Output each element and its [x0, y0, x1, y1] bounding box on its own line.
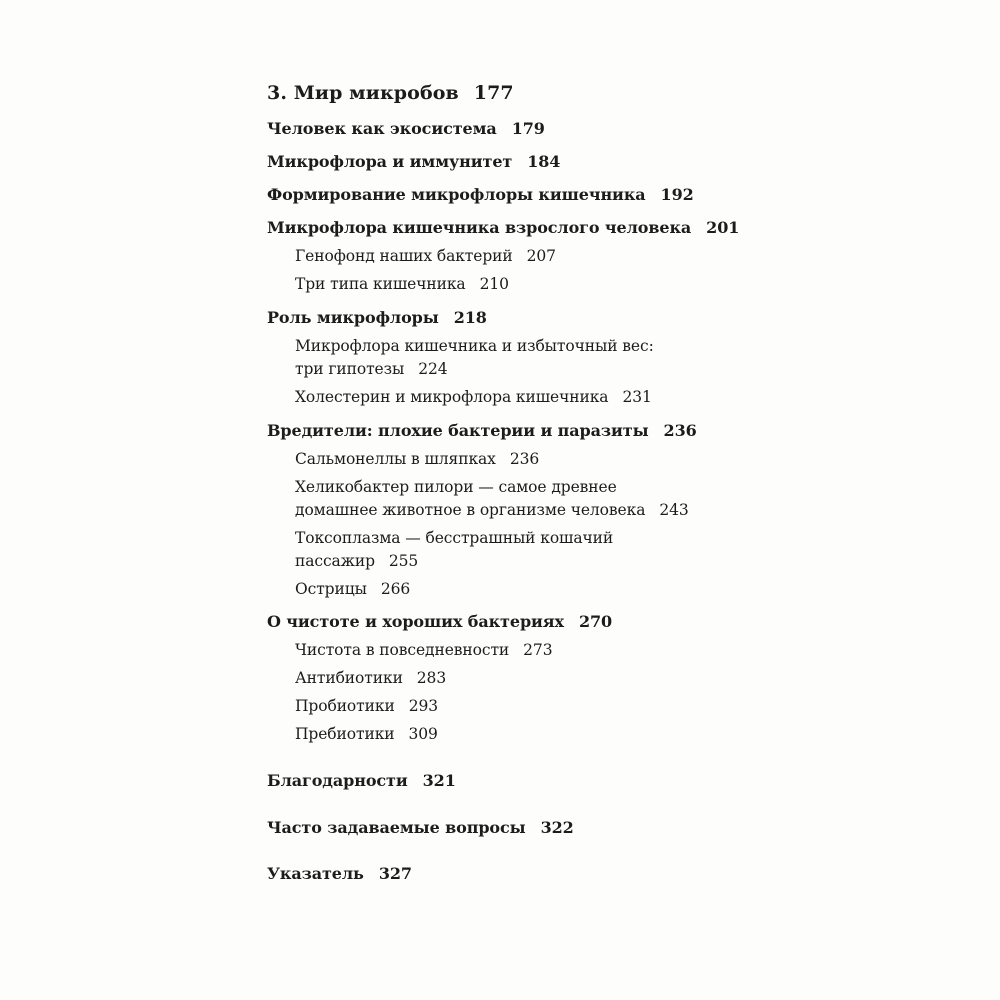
- toc-page-number: 327: [378, 864, 412, 883]
- toc-page-number: 184: [527, 152, 561, 171]
- toc-entry-title: Холестерин и микрофлора кишечника: [295, 388, 609, 406]
- toc-entry-title-continued: домашнее животное в организме человека: [295, 501, 646, 519]
- toc-subentry-line-2: [295, 362, 448, 378]
- toc-page-number: 231: [622, 388, 652, 406]
- toc-entry: [267, 423, 697, 439]
- toc-entry: [267, 614, 612, 630]
- toc-page-number: 255: [388, 552, 419, 570]
- toc-subentry: [295, 390, 652, 406]
- toc-page-number: 273: [523, 641, 553, 659]
- toc-entry: [267, 187, 694, 203]
- toc-subentry: [295, 671, 446, 687]
- toc-entry-title: Человек как экосистема: [267, 119, 497, 138]
- chapter-heading: [267, 84, 514, 103]
- toc-subentry-line-2: [295, 554, 418, 570]
- toc-page-number: 236: [509, 450, 540, 468]
- toc-entry-title: Острицы: [295, 580, 367, 598]
- toc-subentry: [295, 643, 552, 659]
- toc-page-number: 179: [511, 119, 545, 138]
- toc-page-number: 283: [416, 669, 447, 687]
- toc-entry-title-continued: три гипотезы: [295, 360, 405, 378]
- toc-entry: [267, 866, 412, 882]
- toc-page-number: 293: [408, 697, 438, 715]
- toc-subentry: [295, 249, 556, 265]
- toc-entry-title: Токсоплазма — бесстрашный кошачий: [295, 529, 614, 547]
- toc-page-number: 266: [380, 580, 411, 598]
- toc-subentry-line-1: [295, 531, 613, 547]
- toc-page-number: 210: [479, 275, 509, 293]
- toc-entry: [267, 220, 739, 236]
- toc-entry-title: Хеликобактер пилори — самое древнее: [295, 478, 617, 496]
- toc-entry-title: Сальмонеллы в шляпках: [295, 450, 496, 468]
- toc-entry: [267, 820, 574, 836]
- toc-subentry: [295, 452, 539, 468]
- chapter-page-number: 177: [473, 82, 514, 104]
- toc-entry: [267, 310, 487, 326]
- toc-subentry: [295, 582, 410, 598]
- toc-subentry: [295, 727, 438, 743]
- toc-entry-title: Антибиотики: [295, 669, 403, 687]
- toc-page-number: 201: [706, 218, 740, 237]
- toc-entry-title: Генофонд наших бактерий: [295, 247, 513, 265]
- toc-entry-title: Микрофлора и иммунитет: [267, 152, 513, 171]
- toc-page-number: 192: [660, 185, 694, 204]
- toc-entry: [267, 121, 545, 137]
- toc-entry: [267, 773, 456, 789]
- toc-page-number: 243: [659, 501, 689, 519]
- toc-page-number: 309: [408, 725, 438, 743]
- toc-entry-title: Микрофлора кишечника и избыточный вес:: [295, 337, 654, 355]
- toc-entry-title: О чистоте и хороших бактериях: [267, 612, 564, 631]
- toc-subentry-line-1: [295, 480, 617, 496]
- toc-entry-title: Микрофлора кишечника взрослого человека: [267, 218, 692, 237]
- toc-entry: [267, 154, 560, 170]
- toc-entry-title: Пребиотики: [295, 725, 395, 743]
- toc-page-number: 224: [418, 360, 448, 378]
- toc-subentry-line-1: [295, 339, 654, 355]
- toc-page-number: 236: [663, 421, 697, 440]
- chapter-title: 3. Мир микробов: [267, 82, 459, 104]
- toc-subentry: [295, 699, 438, 715]
- toc-page-number: 218: [453, 308, 487, 327]
- toc-entry-title: Вредители: плохие бактерии и паразиты: [267, 421, 649, 440]
- toc-entry-title: Роль микрофлоры: [267, 308, 439, 327]
- toc-entry-title-continued: пассажир: [295, 552, 375, 570]
- toc-page-number: 207: [526, 247, 556, 265]
- toc-entry-title: Благодарности: [267, 771, 408, 790]
- toc-subentry-line-2: [295, 503, 689, 519]
- toc-subentry: [295, 277, 509, 293]
- toc-entry-title: Пробиотики: [295, 697, 395, 715]
- toc-entry-title: Три типа кишечника: [295, 275, 466, 293]
- toc-entry-title: Указатель: [267, 864, 364, 883]
- toc-entry-title: Формирование микрофлоры кишечника: [267, 185, 646, 204]
- toc-page-number: 322: [540, 818, 574, 837]
- toc-entry-title: Часто задаваемые вопросы: [267, 818, 526, 837]
- toc-page-number: 270: [578, 612, 613, 631]
- toc-page-number: 321: [422, 771, 456, 790]
- toc-entry-title: Чистота в повседневности: [295, 641, 510, 659]
